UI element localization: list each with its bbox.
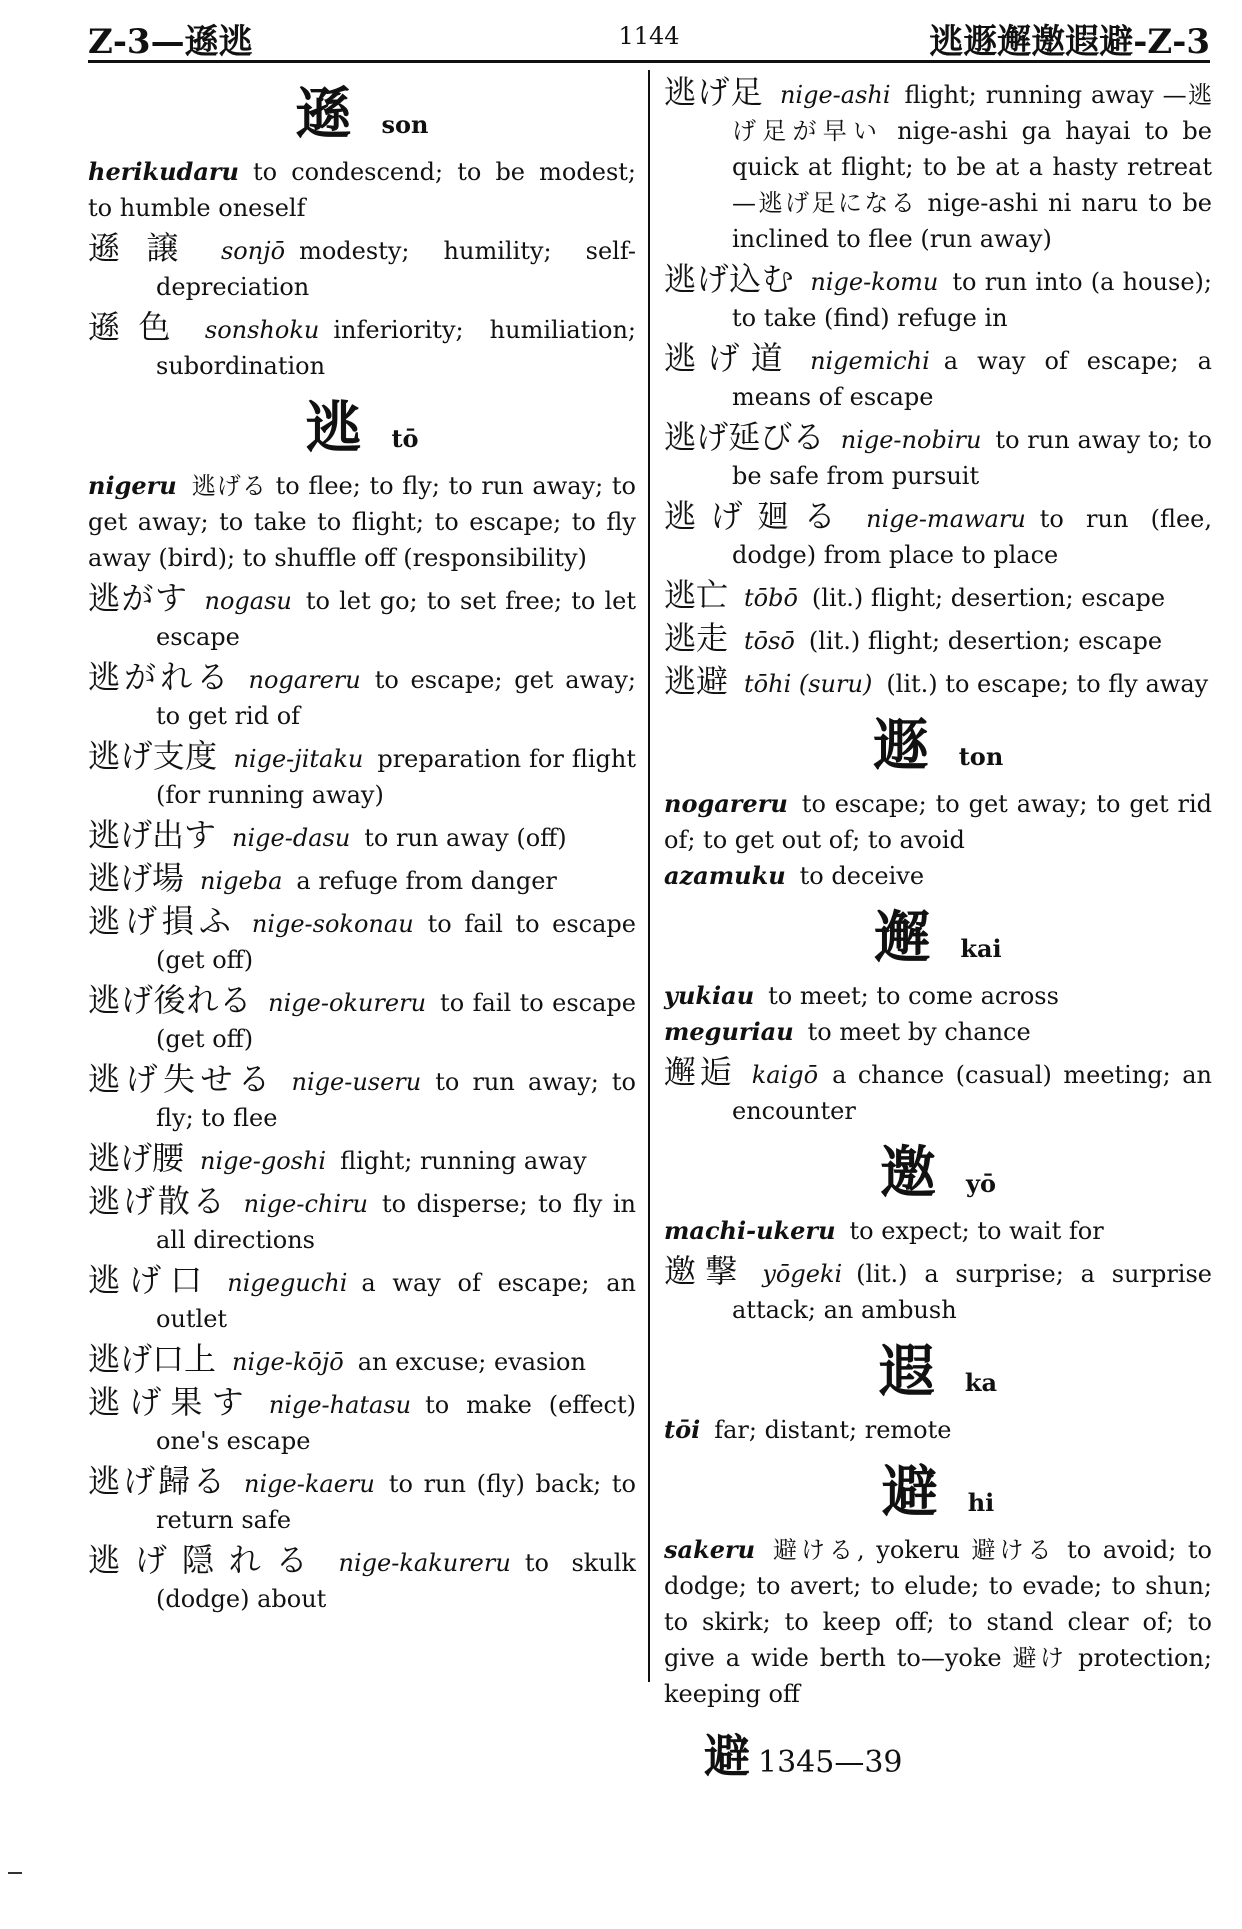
dictionary-entry bbox=[664, 663, 1212, 702]
dictionary-entry bbox=[88, 1384, 636, 1459]
native-reading: nigeru bbox=[88, 471, 177, 500]
entry-gloss: to make (effect) one's escape bbox=[156, 1391, 636, 1455]
entry-reading: nige-hatasu bbox=[268, 1391, 412, 1419]
entry-kanji: 逃がす bbox=[88, 579, 189, 617]
definition-paragraph bbox=[664, 1532, 1212, 1712]
definition-paragraph bbox=[664, 1014, 1212, 1050]
entry-gloss: to run away; to fly; to flee bbox=[156, 1068, 636, 1132]
dictionary-entry bbox=[88, 580, 636, 655]
entry-gloss: an excuse; evasion bbox=[357, 1348, 586, 1376]
right-column bbox=[664, 70, 1212, 1712]
dictionary-entry bbox=[664, 340, 1212, 415]
native-reading: herikudaru bbox=[88, 157, 239, 186]
entry-kanji: 逃げ歸る bbox=[88, 1462, 229, 1500]
dictionary-entry bbox=[664, 498, 1212, 573]
entry-gloss: flight; running away bbox=[340, 1147, 587, 1175]
headword-romaji: ton bbox=[958, 742, 1004, 771]
definition-paragraph bbox=[88, 468, 636, 576]
entry-reading: nige-goshi bbox=[200, 1147, 327, 1175]
dictionary-entry bbox=[88, 1061, 636, 1136]
headword-block bbox=[88, 81, 636, 147]
dictionary-entry bbox=[664, 1253, 1212, 1328]
headword-block bbox=[664, 1140, 1212, 1206]
entry-reading: nige-dasu bbox=[232, 824, 351, 852]
definition-paragraph bbox=[88, 154, 636, 226]
dictionary-entry bbox=[88, 1542, 636, 1617]
entry-kanji: 逃げ場 bbox=[88, 859, 185, 897]
headword-block bbox=[88, 395, 636, 461]
entry-reading: nige-kakureru bbox=[338, 1549, 511, 1577]
dictionary-entry bbox=[664, 261, 1212, 336]
definition-text: to deceive bbox=[799, 862, 925, 890]
entry-gloss: to run (flee, dodge) from place to place bbox=[732, 505, 1212, 569]
entry-gloss: to run away (off) bbox=[364, 824, 567, 852]
dictionary-entry bbox=[88, 1463, 636, 1538]
dictionary-entry bbox=[88, 1262, 636, 1337]
header-left-guide: Z-3—遜逃 bbox=[88, 22, 253, 62]
entry-gloss: modesty; humility; self-depreciation bbox=[156, 237, 636, 301]
dictionary-entry bbox=[88, 817, 636, 856]
entry-kanji: 逃げ失せる bbox=[88, 1060, 276, 1098]
headword-kanji: 邂 bbox=[874, 905, 931, 971]
definition-text: far; distant; remote bbox=[714, 1416, 952, 1444]
dictionary-entry bbox=[88, 860, 636, 899]
dictionary-entry bbox=[664, 419, 1212, 494]
entry-reading: nige-kaeru bbox=[244, 1470, 375, 1498]
entry-gloss: inferiority; humiliation; subordination bbox=[156, 316, 636, 380]
entry-kanji: 逃げ隠れる bbox=[88, 1541, 323, 1579]
dictionary-entry bbox=[664, 577, 1212, 616]
definition-text: 避ける, yokeru 避ける to avoid; to dodge; to avert; to elude; to evade; to shun; to skirk; to keep off; to stand clear of; to give a wide berth to—yoke 避け protection; keeping off bbox=[664, 1536, 1212, 1708]
native-reading: meguriau bbox=[664, 1017, 794, 1046]
definition-text: to expect; to wait for bbox=[849, 1217, 1104, 1245]
headword-block bbox=[664, 905, 1212, 971]
entry-gloss: to disperse; to fly in all directions bbox=[156, 1190, 636, 1254]
entry-reading: nigemichi bbox=[810, 347, 930, 375]
native-reading: sakeru bbox=[664, 1535, 756, 1564]
headword-kanji: 逃 bbox=[305, 395, 362, 461]
entry-gloss: to let go; to set free; to let escape bbox=[156, 587, 636, 651]
corner-mark bbox=[8, 1872, 22, 1874]
footer-kanji: 避 bbox=[704, 1729, 750, 1783]
definition-text: to meet; to come across bbox=[768, 982, 1059, 1010]
entry-reading: nige-kōjō bbox=[232, 1348, 344, 1376]
left-column bbox=[88, 70, 636, 1621]
headword-romaji: kai bbox=[960, 934, 1002, 963]
page-footer bbox=[704, 1720, 903, 1786]
headword-romaji: yō bbox=[966, 1169, 996, 1198]
entry-gloss: flight; running away —逃げ足が早い nige-ashi ga hayai to be quick at flight; to be at a hasty retreat—逃げ足になる nige-ashi ni naru to be inclined to flee (run away) bbox=[732, 81, 1212, 253]
entry-reading: nige-sokonau bbox=[251, 910, 414, 938]
entry-gloss: to escape; get away; to get rid of bbox=[156, 666, 636, 730]
dictionary-entry bbox=[88, 982, 636, 1057]
headword-block bbox=[664, 1339, 1212, 1405]
entry-kanji: 遜色 bbox=[88, 308, 189, 346]
headword-block bbox=[664, 1459, 1212, 1525]
headword-block bbox=[664, 713, 1212, 779]
footer-reference: 1345—39 bbox=[758, 1745, 903, 1780]
entry-gloss: to fail to escape (get off) bbox=[156, 910, 636, 974]
native-reading: tōi bbox=[664, 1415, 701, 1444]
dictionary-entry bbox=[88, 659, 636, 734]
entry-gloss: (lit.) flight; desertion; escape bbox=[808, 627, 1163, 655]
entry-gloss: a chance (casual) meeting; an encounter bbox=[732, 1061, 1212, 1125]
entry-kanji: 遜譲 bbox=[88, 229, 205, 267]
dictionary-entry bbox=[664, 74, 1212, 257]
entry-kanji: 逃げ出す bbox=[88, 816, 217, 854]
headword-kanji: 邀 bbox=[880, 1140, 937, 1206]
entry-kanji: 逃げ損ふ bbox=[88, 902, 236, 940]
entry-reading: nigeguchi bbox=[227, 1269, 348, 1297]
entry-reading: tōbō bbox=[744, 584, 798, 612]
headword-kanji: 遜 bbox=[295, 81, 352, 147]
headword-romaji: ka bbox=[964, 1368, 998, 1397]
entry-reading: nige-nobiru bbox=[840, 426, 982, 454]
entry-kanji: 逃げ足 bbox=[664, 73, 764, 111]
entry-kanji: 逃げ後れる bbox=[88, 981, 253, 1019]
dictionary-entry bbox=[88, 309, 636, 384]
entry-kanji: 逃げ込む bbox=[664, 260, 795, 298]
dictionary-entry bbox=[88, 1341, 636, 1380]
entry-reading: nige-mawaru bbox=[866, 505, 1026, 533]
headword-romaji: hi bbox=[967, 1488, 995, 1517]
headword-romaji: son bbox=[381, 110, 429, 139]
entry-gloss: a refuge from danger bbox=[296, 867, 557, 895]
entry-reading: nige-chiru bbox=[243, 1190, 368, 1218]
entry-reading: kaigō bbox=[751, 1061, 819, 1089]
entry-kanji: 逃避 bbox=[664, 662, 729, 700]
entry-kanji: 逃げ散る bbox=[88, 1182, 228, 1220]
dictionary-entry bbox=[664, 620, 1212, 659]
headword-kanji: 遯 bbox=[872, 713, 929, 779]
entry-gloss: to fail to escape (get off) bbox=[156, 989, 636, 1053]
entry-gloss: to run into (a house); to take (find) refuge in bbox=[732, 268, 1212, 332]
entry-gloss: to run away to; to be safe from pursuit bbox=[732, 426, 1212, 490]
dictionary-entry bbox=[88, 738, 636, 813]
entry-kanji: 逃亡 bbox=[664, 576, 729, 614]
entry-gloss: (lit.) to escape; to fly away bbox=[886, 670, 1209, 698]
entry-reading: nige-okureru bbox=[268, 989, 427, 1017]
entry-reading: yōgeki bbox=[762, 1260, 843, 1288]
header-right-guide: 逃遯邂邀遐避-Z-3 bbox=[929, 22, 1210, 62]
entry-reading: nige-useru bbox=[291, 1068, 422, 1096]
entry-reading: sonshoku bbox=[204, 316, 320, 344]
entry-kanji: 逃げ果す bbox=[88, 1383, 253, 1421]
definition-paragraph bbox=[664, 978, 1212, 1014]
entry-kanji: 逃げ道 bbox=[664, 339, 795, 377]
entry-reading: nogasu bbox=[204, 587, 292, 615]
native-reading: nogareru bbox=[664, 789, 788, 818]
page-header bbox=[88, 10, 1210, 63]
entry-reading: nogareru bbox=[248, 666, 361, 694]
definition-paragraph bbox=[664, 858, 1212, 894]
dictionary-entry bbox=[88, 1140, 636, 1179]
dictionary-entry bbox=[88, 903, 636, 978]
entry-reading: nigeba bbox=[200, 867, 283, 895]
definition-text: to condescend; to be modest; to humble oneself bbox=[88, 158, 636, 222]
entry-reading: sonjō bbox=[220, 237, 286, 265]
entry-kanji: 逃げ廻る bbox=[664, 497, 851, 535]
headword-kanji: 避 bbox=[881, 1459, 938, 1525]
entry-kanji: 邀撃 bbox=[664, 1252, 747, 1290]
definition-text: to meet by chance bbox=[807, 1018, 1031, 1046]
entry-gloss: a way of escape; a means of escape bbox=[732, 347, 1212, 411]
entry-gloss: preparation for flight (for running away) bbox=[156, 745, 636, 809]
headword-kanji: 遐 bbox=[878, 1339, 935, 1405]
column-divider bbox=[648, 70, 650, 1682]
native-reading: yukiau bbox=[664, 981, 755, 1010]
entry-gloss: to skulk (dodge) about bbox=[156, 1549, 636, 1613]
entry-kanji: 逃げ支度 bbox=[88, 737, 218, 775]
entry-reading: nige-ashi bbox=[779, 81, 891, 109]
entry-gloss: (lit.) flight; desertion; escape bbox=[811, 584, 1166, 612]
entry-reading: tōsō bbox=[744, 627, 795, 655]
entry-reading: nige-jitaku bbox=[233, 745, 364, 773]
entry-gloss: to run (fly) back; to return safe bbox=[156, 1470, 636, 1534]
entry-kanji: 逃げ口上 bbox=[88, 1340, 217, 1378]
entry-gloss: (lit.) a surprise; a surprise attack; an ambush bbox=[732, 1260, 1212, 1324]
dictionary-entry bbox=[88, 1183, 636, 1258]
entry-reading: nige-komu bbox=[810, 268, 939, 296]
entry-kanji: 逃走 bbox=[664, 619, 729, 657]
dictionary-entry bbox=[664, 1054, 1212, 1129]
entry-kanji: 逃げ腰 bbox=[88, 1139, 185, 1177]
entry-kanji: 逃げ延びる bbox=[664, 418, 825, 456]
page-number: 1144 bbox=[618, 22, 680, 50]
definition-paragraph bbox=[664, 786, 1212, 858]
definition-paragraph bbox=[664, 1213, 1212, 1249]
definition-text: to escape; to get away; to get rid of; to get out of; to avoid bbox=[664, 790, 1212, 854]
definition-paragraph bbox=[664, 1412, 1212, 1448]
entry-gloss: a way of escape; an outlet bbox=[156, 1269, 636, 1333]
entry-kanji: 逃げ口 bbox=[88, 1261, 212, 1299]
entry-kanji: 邂逅 bbox=[664, 1053, 736, 1091]
native-reading: machi-ukeru bbox=[664, 1216, 836, 1245]
definition-text: 逃げる to flee; to fly; to run away; to get away; to take to flight; to escape; to fly away (bird); to shuffle off (responsibility) bbox=[88, 472, 636, 572]
entry-reading: tōhi (suru) bbox=[744, 670, 873, 698]
headword-romaji: tō bbox=[391, 424, 419, 453]
entry-kanji: 逃がれる bbox=[88, 658, 233, 696]
native-reading: azamuku bbox=[664, 861, 786, 890]
dictionary-entry bbox=[88, 230, 636, 305]
